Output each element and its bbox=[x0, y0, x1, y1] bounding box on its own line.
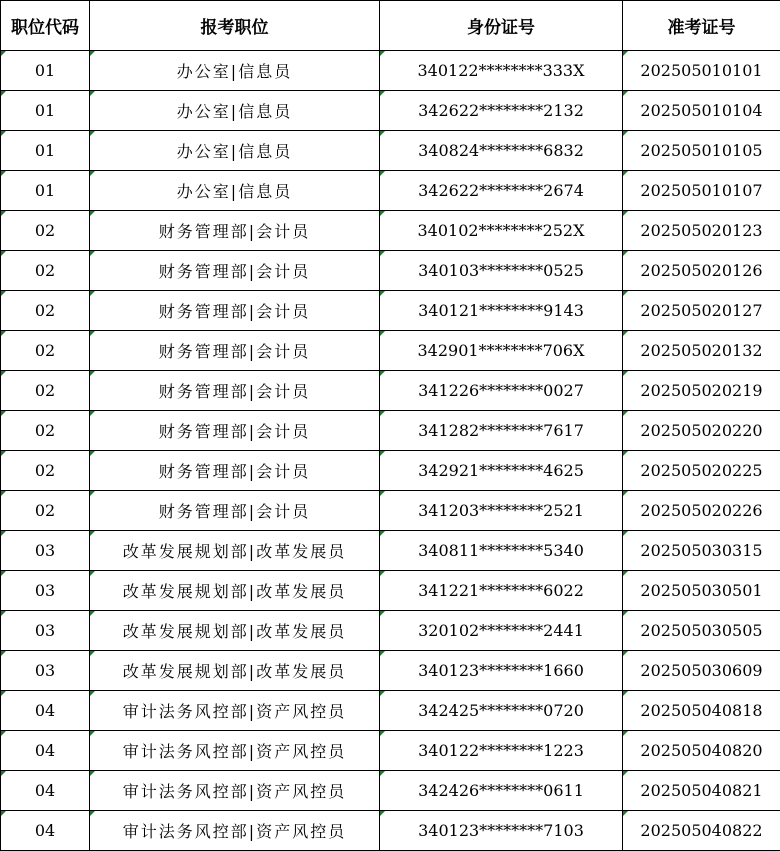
cell-text: 财务管理部|会计员 bbox=[158, 462, 311, 481]
cell-text: 改革发展规划部|改革发展员 bbox=[122, 662, 347, 681]
header-position-code: 职位代码 bbox=[1, 1, 90, 51]
table-row bbox=[1, 291, 780, 331]
cell-marker-icon bbox=[1, 811, 6, 816]
cell-text: 02 bbox=[34, 461, 56, 480]
table-row bbox=[1, 811, 780, 851]
cell-marker-icon bbox=[623, 291, 628, 296]
cell-marker-icon bbox=[380, 91, 385, 96]
cell-text: 04 bbox=[34, 821, 56, 840]
cell-marker-icon bbox=[380, 371, 385, 376]
cell-id-number bbox=[380, 691, 623, 731]
cell-marker-icon bbox=[623, 211, 628, 216]
cell-position bbox=[90, 91, 380, 131]
table-row bbox=[1, 51, 780, 91]
cell-marker-icon bbox=[1, 571, 6, 576]
cell-position-code bbox=[1, 531, 90, 571]
cell-position-code bbox=[1, 651, 90, 691]
cell-text: 02 bbox=[34, 221, 56, 240]
cell-marker-icon bbox=[90, 251, 95, 256]
cell-text: 01 bbox=[34, 101, 56, 120]
cell-id-number bbox=[380, 211, 623, 251]
cell-position-code bbox=[1, 171, 90, 211]
cell-position-code bbox=[1, 571, 90, 611]
cell-marker-icon bbox=[1, 51, 6, 56]
cell-marker-icon bbox=[380, 251, 385, 256]
cell-marker-icon bbox=[623, 171, 628, 176]
table-row bbox=[1, 251, 780, 291]
cell-ticket-number bbox=[623, 691, 780, 731]
cell-marker-icon bbox=[380, 571, 385, 576]
cell-position bbox=[90, 331, 380, 371]
table-row bbox=[1, 491, 780, 531]
cell-text: 202505020226 bbox=[640, 501, 763, 520]
cell-position-code bbox=[1, 731, 90, 771]
cell-ticket-number bbox=[623, 491, 780, 531]
cell-marker-icon bbox=[1, 731, 6, 736]
cell-position bbox=[90, 131, 380, 171]
cell-marker-icon bbox=[1, 251, 6, 256]
cell-text: 财务管理部|会计员 bbox=[158, 222, 311, 241]
cell-text: 办公室|信息员 bbox=[176, 62, 293, 81]
cell-ticket-number bbox=[623, 731, 780, 771]
cell-text: 342921********4625 bbox=[418, 461, 584, 480]
cell-position-code bbox=[1, 771, 90, 811]
cell-id-number bbox=[380, 51, 623, 91]
cell-marker-icon bbox=[380, 331, 385, 336]
table-row bbox=[1, 571, 780, 611]
cell-marker-icon bbox=[623, 51, 628, 56]
cell-text: 340123********7103 bbox=[418, 821, 584, 840]
cell-marker-icon bbox=[1, 491, 6, 496]
cell-marker-icon bbox=[623, 131, 628, 136]
cell-text: 办公室|信息员 bbox=[176, 182, 293, 201]
cell-marker-icon bbox=[623, 651, 628, 656]
cell-marker-icon bbox=[90, 171, 95, 176]
table-row bbox=[1, 211, 780, 251]
cell-id-number bbox=[380, 91, 623, 131]
cell-marker-icon bbox=[380, 731, 385, 736]
cell-marker-icon bbox=[380, 651, 385, 656]
cell-text: 202505040818 bbox=[640, 701, 763, 720]
cell-marker-icon bbox=[90, 91, 95, 96]
table-row bbox=[1, 691, 780, 731]
cell-marker-icon bbox=[90, 771, 95, 776]
cell-position-code bbox=[1, 491, 90, 531]
cell-marker-icon bbox=[90, 571, 95, 576]
cell-position bbox=[90, 371, 380, 411]
cell-id-number bbox=[380, 731, 623, 771]
cell-marker-icon bbox=[623, 691, 628, 696]
cell-marker-icon bbox=[1, 331, 6, 336]
cell-position-code bbox=[1, 411, 90, 451]
cell-position bbox=[90, 651, 380, 691]
cell-ticket-number bbox=[623, 411, 780, 451]
cell-position bbox=[90, 451, 380, 491]
cell-text: 340122********333X bbox=[417, 61, 585, 80]
table-row bbox=[1, 91, 780, 131]
cell-text: 340103********0525 bbox=[418, 261, 584, 280]
cell-text: 202505030609 bbox=[640, 661, 763, 680]
cell-text: 财务管理部|会计员 bbox=[158, 302, 311, 321]
cell-marker-icon bbox=[90, 691, 95, 696]
cell-text: 342622********2132 bbox=[418, 101, 584, 120]
cell-ticket-number bbox=[623, 211, 780, 251]
cell-marker-icon bbox=[90, 731, 95, 736]
cell-text: 202505020220 bbox=[640, 421, 763, 440]
cell-marker-icon bbox=[380, 491, 385, 496]
cell-text: 03 bbox=[34, 661, 56, 680]
cell-marker-icon bbox=[1, 171, 6, 176]
cell-text: 办公室|信息员 bbox=[176, 142, 293, 161]
cell-marker-icon bbox=[380, 811, 385, 816]
cell-text: 341282********7617 bbox=[418, 421, 584, 440]
cell-text: 改革发展规划部|改革发展员 bbox=[122, 622, 347, 641]
cell-marker-icon bbox=[1, 211, 6, 216]
cell-marker-icon bbox=[623, 411, 628, 416]
cell-marker-icon bbox=[1, 291, 6, 296]
cell-text: 202505010105 bbox=[640, 141, 763, 160]
cell-text: 审计法务风控部|资产风控员 bbox=[122, 742, 347, 761]
cell-text: 341226********0027 bbox=[418, 381, 584, 400]
cell-marker-icon bbox=[623, 331, 628, 336]
cell-position bbox=[90, 611, 380, 651]
cell-position bbox=[90, 51, 380, 91]
table-row bbox=[1, 131, 780, 171]
cell-text: 02 bbox=[34, 341, 56, 360]
cell-text: 340824********6832 bbox=[418, 141, 584, 160]
cell-text: 02 bbox=[34, 301, 56, 320]
cell-id-number bbox=[380, 251, 623, 291]
cell-ticket-number bbox=[623, 451, 780, 491]
cell-id-number bbox=[380, 131, 623, 171]
cell-marker-icon bbox=[90, 51, 95, 56]
cell-position bbox=[90, 251, 380, 291]
cell-ticket-number bbox=[623, 291, 780, 331]
cell-position bbox=[90, 571, 380, 611]
cell-text: 342425********0720 bbox=[418, 701, 584, 720]
table-row bbox=[1, 731, 780, 771]
cell-text: 财务管理部|会计员 bbox=[158, 422, 311, 441]
cell-text: 财务管理部|会计员 bbox=[158, 342, 311, 361]
cell-marker-icon bbox=[90, 611, 95, 616]
cell-text: 改革发展规划部|改革发展员 bbox=[122, 542, 347, 561]
cell-ticket-number bbox=[623, 51, 780, 91]
table-row bbox=[1, 451, 780, 491]
cell-ticket-number bbox=[623, 131, 780, 171]
table-row bbox=[1, 331, 780, 371]
cell-position bbox=[90, 491, 380, 531]
cell-id-number bbox=[380, 171, 623, 211]
cell-ticket-number bbox=[623, 531, 780, 571]
cell-position bbox=[90, 691, 380, 731]
cell-marker-icon bbox=[1, 771, 6, 776]
cell-ticket-number bbox=[623, 811, 780, 851]
cell-marker-icon bbox=[623, 491, 628, 496]
table-row bbox=[1, 531, 780, 571]
cell-position bbox=[90, 291, 380, 331]
cell-marker-icon bbox=[90, 131, 95, 136]
cell-text: 202505010107 bbox=[640, 181, 763, 200]
cell-marker-icon bbox=[90, 211, 95, 216]
cell-position-code bbox=[1, 91, 90, 131]
cell-position-code bbox=[1, 451, 90, 491]
cell-text: 202505040820 bbox=[640, 741, 763, 760]
cell-marker-icon bbox=[623, 731, 628, 736]
cell-marker-icon bbox=[90, 491, 95, 496]
cell-position-code bbox=[1, 211, 90, 251]
cell-text: 审计法务风控部|资产风控员 bbox=[122, 782, 347, 801]
cell-marker-icon bbox=[380, 451, 385, 456]
cell-marker-icon bbox=[380, 611, 385, 616]
cell-id-number bbox=[380, 331, 623, 371]
cell-ticket-number bbox=[623, 171, 780, 211]
cell-marker-icon bbox=[623, 91, 628, 96]
cell-text: 03 bbox=[34, 621, 56, 640]
cell-text: 342901********706X bbox=[417, 341, 585, 360]
cell-marker-icon bbox=[90, 531, 95, 536]
cell-marker-icon bbox=[1, 611, 6, 616]
cell-text: 202505020225 bbox=[640, 461, 763, 480]
cell-position bbox=[90, 211, 380, 251]
cell-text: 320102********2441 bbox=[418, 621, 584, 640]
header-position: 报考职位 bbox=[90, 1, 380, 51]
cell-position-code bbox=[1, 331, 90, 371]
table-row bbox=[1, 771, 780, 811]
cell-marker-icon bbox=[1, 651, 6, 656]
cell-text: 审计法务风控部|资产风控员 bbox=[122, 702, 347, 721]
cell-ticket-number bbox=[623, 651, 780, 691]
cell-position-code bbox=[1, 691, 90, 731]
cell-marker-icon bbox=[1, 131, 6, 136]
cell-text: 财务管理部|会计员 bbox=[158, 262, 311, 281]
cell-position-code bbox=[1, 131, 90, 171]
cell-text: 01 bbox=[34, 61, 56, 80]
cell-position-code bbox=[1, 251, 90, 291]
header-ticket-number: 准考证号 bbox=[623, 1, 780, 51]
cell-text: 342622********2674 bbox=[418, 181, 584, 200]
cell-text: 341221********6022 bbox=[418, 581, 584, 600]
cell-marker-icon bbox=[380, 171, 385, 176]
table-body bbox=[1, 51, 780, 851]
cell-id-number bbox=[380, 451, 623, 491]
cell-marker-icon bbox=[623, 371, 628, 376]
cell-marker-icon bbox=[623, 771, 628, 776]
cell-marker-icon bbox=[380, 131, 385, 136]
cell-marker-icon bbox=[1, 691, 6, 696]
cell-text: 04 bbox=[34, 701, 56, 720]
cell-marker-icon bbox=[623, 451, 628, 456]
cell-text: 办公室|信息员 bbox=[176, 102, 293, 121]
cell-text: 340121********9143 bbox=[418, 301, 584, 320]
cell-id-number bbox=[380, 611, 623, 651]
cell-marker-icon bbox=[380, 691, 385, 696]
cell-text: 341203********2521 bbox=[418, 501, 584, 520]
cell-position-code bbox=[1, 611, 90, 651]
cell-text: 202505020127 bbox=[640, 301, 763, 320]
cell-text: 财务管理部|会计员 bbox=[158, 382, 311, 401]
cell-position bbox=[90, 811, 380, 851]
table-row bbox=[1, 171, 780, 211]
cell-marker-icon bbox=[380, 411, 385, 416]
cell-position-code bbox=[1, 371, 90, 411]
cell-text: 财务管理部|会计员 bbox=[158, 502, 311, 521]
cell-text: 202505030501 bbox=[640, 581, 763, 600]
cell-text: 02 bbox=[34, 501, 56, 520]
cell-text: 02 bbox=[34, 421, 56, 440]
cell-ticket-number bbox=[623, 611, 780, 651]
cell-id-number bbox=[380, 811, 623, 851]
cell-marker-icon bbox=[623, 571, 628, 576]
cell-text: 202505030505 bbox=[640, 621, 763, 640]
cell-text: 202505010104 bbox=[640, 101, 763, 120]
cell-text: 340102********252X bbox=[417, 221, 585, 240]
cell-id-number bbox=[380, 651, 623, 691]
cell-text: 202505020123 bbox=[640, 221, 763, 240]
cell-text: 01 bbox=[34, 181, 56, 200]
cell-ticket-number bbox=[623, 771, 780, 811]
cell-ticket-number bbox=[623, 571, 780, 611]
cell-marker-icon bbox=[623, 811, 628, 816]
cell-ticket-number bbox=[623, 331, 780, 371]
cell-text: 340123********1660 bbox=[418, 661, 584, 680]
cell-text: 03 bbox=[34, 541, 56, 560]
cell-marker-icon bbox=[623, 251, 628, 256]
cell-text: 04 bbox=[34, 741, 56, 760]
cell-marker-icon bbox=[380, 211, 385, 216]
cell-id-number bbox=[380, 291, 623, 331]
cell-text: 03 bbox=[34, 581, 56, 600]
cell-marker-icon bbox=[90, 371, 95, 376]
cell-marker-icon bbox=[1, 451, 6, 456]
cell-ticket-number bbox=[623, 371, 780, 411]
cell-text: 340122********1223 bbox=[418, 741, 584, 760]
cell-marker-icon bbox=[90, 331, 95, 336]
cell-marker-icon bbox=[623, 531, 628, 536]
cell-marker-icon bbox=[623, 611, 628, 616]
cell-marker-icon bbox=[90, 811, 95, 816]
cell-text: 342426********0611 bbox=[418, 781, 584, 800]
cell-marker-icon bbox=[1, 91, 6, 96]
cell-id-number bbox=[380, 411, 623, 451]
cell-marker-icon bbox=[90, 411, 95, 416]
cell-marker-icon bbox=[380, 771, 385, 776]
cell-text: 审计法务风控部|资产风控员 bbox=[122, 822, 347, 841]
cell-marker-icon bbox=[380, 291, 385, 296]
cell-position-code bbox=[1, 51, 90, 91]
cell-marker-icon bbox=[1, 371, 6, 376]
cell-text: 02 bbox=[34, 261, 56, 280]
cell-marker-icon bbox=[380, 531, 385, 536]
cell-text: 202505020219 bbox=[640, 381, 763, 400]
cell-position bbox=[90, 171, 380, 211]
cell-marker-icon bbox=[1, 531, 6, 536]
cell-text: 202505030315 bbox=[640, 541, 763, 560]
table-row bbox=[1, 651, 780, 691]
table-row bbox=[1, 371, 780, 411]
cell-text: 202505020132 bbox=[640, 341, 763, 360]
cell-marker-icon bbox=[90, 651, 95, 656]
header-id-number: 身份证号 bbox=[380, 1, 623, 51]
cell-text: 202505020126 bbox=[640, 261, 763, 280]
cell-ticket-number bbox=[623, 91, 780, 131]
cell-marker-icon bbox=[1, 411, 6, 416]
cell-text: 202505010101 bbox=[640, 61, 763, 80]
cell-text: 01 bbox=[34, 141, 56, 160]
cell-id-number bbox=[380, 491, 623, 531]
cell-id-number bbox=[380, 771, 623, 811]
cell-ticket-number bbox=[623, 251, 780, 291]
cell-marker-icon bbox=[90, 291, 95, 296]
cell-position bbox=[90, 771, 380, 811]
header-row bbox=[1, 1, 780, 51]
cell-text: 改革发展规划部|改革发展员 bbox=[122, 582, 347, 601]
cell-position-code bbox=[1, 811, 90, 851]
cell-text: 02 bbox=[34, 381, 56, 400]
cell-position bbox=[90, 531, 380, 571]
cell-id-number bbox=[380, 571, 623, 611]
cell-position-code bbox=[1, 291, 90, 331]
cell-marker-icon bbox=[90, 451, 95, 456]
cell-position bbox=[90, 731, 380, 771]
cell-text: 04 bbox=[34, 781, 56, 800]
table-row bbox=[1, 611, 780, 651]
cell-id-number bbox=[380, 371, 623, 411]
cell-text: 340811********5340 bbox=[418, 541, 584, 560]
cell-marker-icon bbox=[380, 51, 385, 56]
cell-id-number bbox=[380, 531, 623, 571]
table-row bbox=[1, 411, 780, 451]
cell-position bbox=[90, 411, 380, 451]
cell-text: 202505040822 bbox=[640, 821, 763, 840]
cell-text: 202505040821 bbox=[640, 781, 763, 800]
